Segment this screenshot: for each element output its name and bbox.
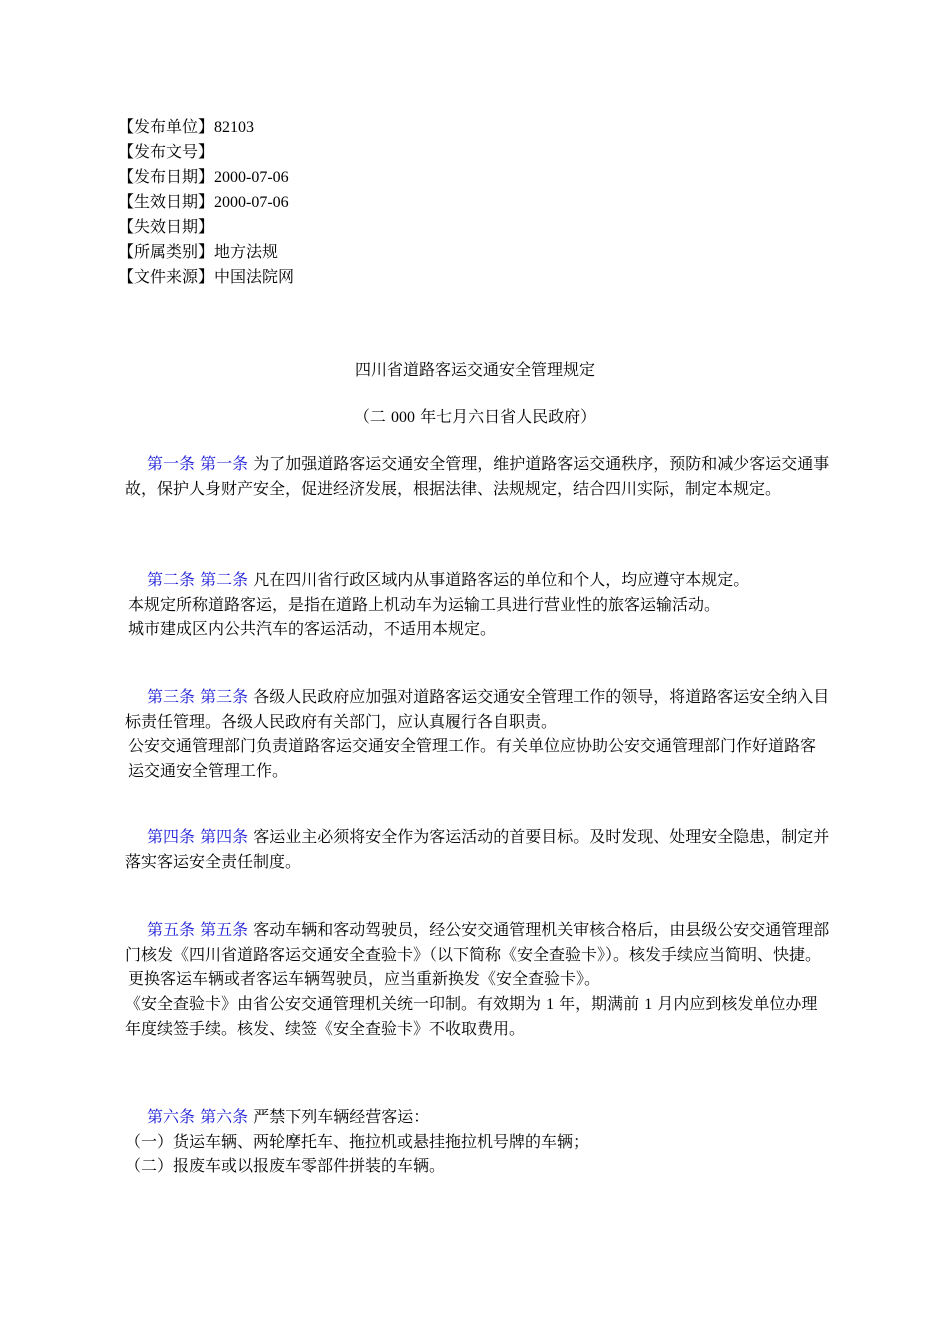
- article-paragraph: 公安交通管理部门负责道路客运交通安全管理工作。有关单位应协助公安交通管理部门作好道路客运交通安全管理工作。: [128, 736, 817, 780]
- article-number-link[interactable]: 第四条: [147, 827, 196, 846]
- article-number-link[interactable]: 第五条: [200, 920, 249, 939]
- article-1: [125, 452, 830, 501]
- article-paragraph: 第三条 第三条 各级人民政府应加强对道路客运交通安全管理工作的领导，将道路客运安全纳入目标责任管理。各级人民政府有关部门，应认真履行各自职责。: [125, 687, 830, 731]
- article-paragraph: 第二条 第二条 凡在四川省行政区域内从事道路客运的单位和个人，均应遵守本规定。: [147, 570, 750, 589]
- article-number-link[interactable]: 第一条: [147, 454, 196, 473]
- article-number-link[interactable]: 第二条: [147, 570, 196, 589]
- article-list-item: （二）报废车或以报废车零部件拼装的车辆。: [125, 1156, 446, 1175]
- article-list-item: （一）货运车辆、两轮摩托车、拖拉机或悬挂拖拉机号牌的车辆；: [125, 1131, 590, 1151]
- article-2: [125, 568, 830, 642]
- meta-expiry-date: 【失效日期】: [118, 217, 215, 236]
- article-number-link[interactable]: 第二条: [200, 570, 249, 589]
- article-5: [125, 918, 830, 1042]
- document-subtitle: （二 000 年七月六日省人民政府）: [353, 407, 597, 426]
- article-6: [125, 1105, 830, 1179]
- article-paragraph: 第六条 第六条 严禁下列车辆经营客运：: [147, 1107, 430, 1126]
- article-number-link[interactable]: 第六条: [200, 1107, 249, 1126]
- article-paragraph: 城市建成区内公共汽车的客运活动，不适用本规定。: [128, 619, 497, 638]
- article-4: [125, 825, 830, 874]
- article-number-link[interactable]: 第三条: [147, 687, 196, 706]
- document-title: 四川省道路客运交通安全管理规定: [354, 360, 595, 379]
- article-paragraph: 第一条 第一条 为了加强道路客运交通安全管理，维护道路客运交通秩序，预防和减少客运交通事故，保护人身财产安全，促进经济发展，根据法律、法规规定，结合四川实际，制定本规定。: [125, 454, 830, 498]
- meta-doc-no: 【发布文号】: [118, 142, 215, 161]
- article-paragraph: 本规定所称道路客运，是指在道路上机动车为运输工具进行营业性的旅客运输活动。: [128, 594, 721, 614]
- meta-publisher: 【发布单位】82103: [118, 117, 255, 136]
- article-3: [125, 685, 830, 783]
- article-paragraph: 《安全查验卡》由省公安交通管理机关统一印制。有效期为 1 年，期满前 1 月内应到核发单位办理年度续签手续。核发、续签《安全查验卡》不收取费用。: [125, 993, 818, 1038]
- meta-effective-date: 【生效日期】2000-07-06: [118, 192, 289, 211]
- article-number-link[interactable]: 第一条: [200, 454, 249, 473]
- article-number-link[interactable]: 第三条: [200, 687, 249, 706]
- meta-category: 【所属类别】地方法规: [118, 242, 279, 261]
- meta-source: 【文件来源】中国法院网: [118, 267, 295, 286]
- article-paragraph: 第四条 第四条 客运业主必须将安全作为客运活动的首要目标。及时发现、处理安全隐患，制定并落实客运安全责任制度。: [125, 827, 830, 871]
- article-number-link[interactable]: 第六条: [147, 1107, 196, 1126]
- meta-issue-date: 【发布日期】2000-07-06: [118, 167, 289, 186]
- metadata-block: [118, 114, 294, 289]
- article-paragraph: 更换客运车辆或者客运车辆驾驶员，应当重新换发《安全查验卡》。: [128, 969, 601, 988]
- article-number-link[interactable]: 第五条: [147, 920, 196, 939]
- article-number-link[interactable]: 第四条: [200, 827, 249, 846]
- article-paragraph: 第五条 第五条 客动车辆和客动驾驶员，经公安交通管理机关审核合格后，由县级公安交通管理部门核发《四川省道路客运交通安全查验卡》（以下简称《安全查验卡》）。核发手续应当简明、快捷。: [125, 920, 830, 964]
